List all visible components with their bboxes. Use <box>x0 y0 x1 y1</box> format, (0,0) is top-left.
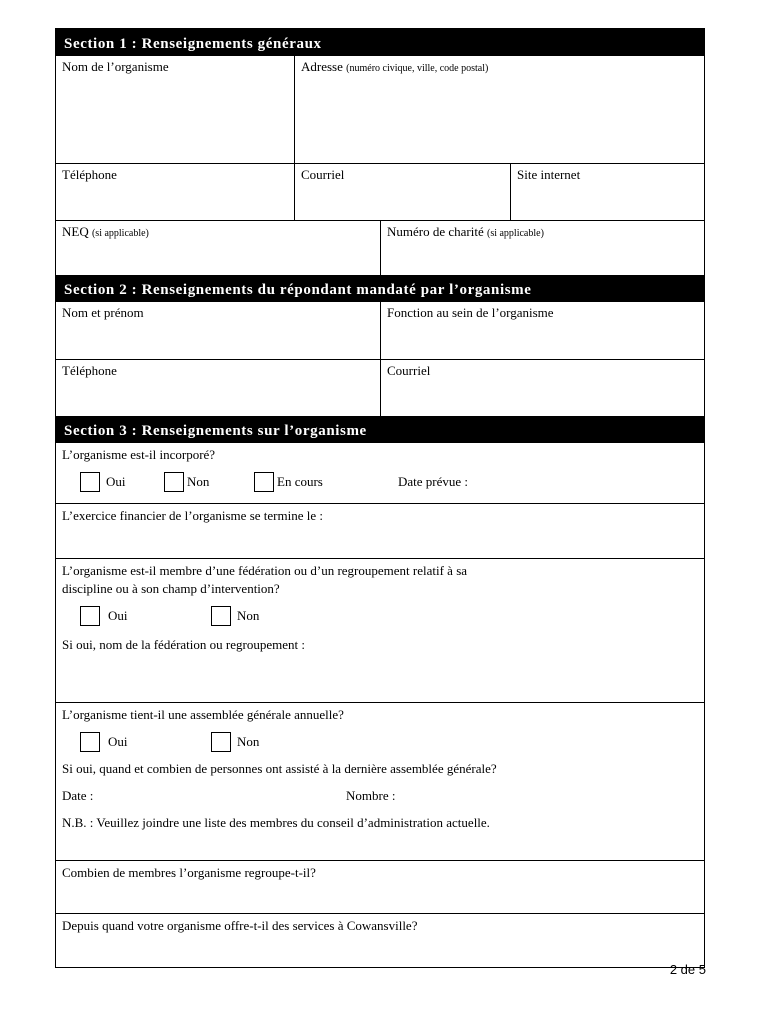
section-1-row-1 <box>56 56 704 163</box>
email-field[interactable] <box>294 164 510 220</box>
checkbox-federation-no[interactable] <box>211 606 231 626</box>
checkbox-incorporated-no[interactable] <box>164 472 184 492</box>
incorporated-question-block <box>56 443 704 503</box>
section-2-row-2 <box>56 359 704 416</box>
respondent-role-field[interactable] <box>380 302 704 359</box>
federation-yes-option[interactable] <box>80 606 211 626</box>
checkbox-federation-yes[interactable] <box>80 606 100 626</box>
members-count-block[interactable] <box>56 860 704 913</box>
federation-question-line-1: L’organisme est-il membre d’une fédération ou d’un regroupement relatif à sa <box>62 563 468 578</box>
respondent-phone-label: Téléphone <box>62 363 117 378</box>
checkbox-general-assembly-yes[interactable] <box>80 732 100 752</box>
planned-date-label[interactable]: Date prévue : <box>398 474 469 489</box>
services-since-block[interactable] <box>56 913 704 967</box>
fiscal-year-block[interactable] <box>56 503 704 558</box>
federation-options <box>62 606 698 626</box>
section-3-header: Section 3 : Renseignements sur l’organisme <box>56 416 704 443</box>
address-label: Adresse <box>301 59 343 74</box>
federation-no-label: Non <box>237 608 260 623</box>
checkbox-incorporated-yes[interactable] <box>80 472 100 492</box>
general-assembly-options <box>62 732 698 752</box>
respondent-email-label: Courriel <box>387 363 431 378</box>
website-label: Site internet <box>517 167 581 182</box>
incorporated-in-progress-option[interactable] <box>254 472 398 492</box>
services-since-question: Depuis quand votre organisme offre-t-il des services à Cowansville? <box>62 918 418 933</box>
board-list-note: N.B. : Veuillez joindre une liste des membres du conseil d’administration actuelle. <box>62 815 490 830</box>
checkbox-general-assembly-no[interactable] <box>211 732 231 752</box>
website-field[interactable] <box>510 164 704 220</box>
checkbox-incorporated-in-progress[interactable] <box>254 472 274 492</box>
respondent-phone-field[interactable] <box>56 360 380 416</box>
respondent-email-field[interactable] <box>380 360 704 416</box>
section-1-row-2 <box>56 163 704 220</box>
charity-number-field[interactable] <box>380 221 704 275</box>
general-assembly-no-option[interactable] <box>211 732 259 752</box>
federation-name-label[interactable]: Si oui, nom de la fédération ou regroupement : <box>62 637 305 652</box>
charity-number-label: Numéro de charité <box>387 224 484 239</box>
general-assembly-block <box>56 702 704 860</box>
charity-number-hint: (si applicable) <box>486 228 544 239</box>
respondent-name-field[interactable] <box>56 302 380 359</box>
incorporated-yes-option[interactable] <box>80 472 164 492</box>
general-assembly-question: L’organisme tient-il une assemblée générale annuelle? <box>62 707 344 722</box>
org-name-label: Nom de l’organisme <box>62 59 169 74</box>
federation-block <box>56 558 704 702</box>
address-field[interactable] <box>294 56 704 163</box>
org-name-field[interactable] <box>56 56 294 163</box>
assembly-count-label[interactable]: Nombre : <box>346 788 396 803</box>
neq-label: NEQ <box>62 224 89 239</box>
section-1-row-3 <box>56 220 704 275</box>
federation-question-line-2: discipline ou à son champ d’intervention? <box>62 581 280 596</box>
email-label: Courriel <box>301 167 345 182</box>
federation-yes-label: Oui <box>108 608 128 623</box>
federation-no-option[interactable] <box>211 606 259 626</box>
section-2-row-1 <box>56 302 704 359</box>
page-number: 2 de 5 <box>669 962 706 977</box>
neq-field[interactable] <box>56 221 380 275</box>
general-assembly-yes-label: Oui <box>108 734 128 749</box>
assembly-date-count-row <box>62 787 698 805</box>
assembly-date-label[interactable]: Date : <box>62 788 94 803</box>
phone-label: Téléphone <box>62 167 117 182</box>
section-1-header: Section 1 : Renseignements généraux <box>56 29 704 56</box>
incorporated-question-text: L’organisme est-il incorporé? <box>62 447 216 462</box>
general-assembly-yes-option[interactable] <box>80 732 211 752</box>
general-assembly-no-label: Non <box>237 734 260 749</box>
incorporated-options <box>62 472 698 492</box>
incorporated-no-option[interactable] <box>164 472 254 492</box>
incorporated-in-progress-label: En cours <box>277 474 323 489</box>
respondent-role-label: Fonction au sein de l’organisme <box>387 305 554 320</box>
incorporated-yes-label: Oui <box>106 474 126 489</box>
phone-field[interactable] <box>56 164 294 220</box>
members-count-question: Combien de membres l’organisme regroupe-t-il? <box>62 865 316 880</box>
respondent-name-label: Nom et prénom <box>62 305 144 320</box>
incorporated-no-label: Non <box>187 474 210 489</box>
application-form <box>55 28 705 968</box>
section-2-header: Section 2 : Renseignements du répondant mandaté par l’organisme <box>56 275 704 302</box>
fiscal-year-question: L’exercice financier de l’organisme se termine le : <box>62 508 323 523</box>
last-assembly-question: Si oui, quand et combien de personnes ont assisté à la dernière assemblée générale? <box>62 761 497 776</box>
address-hint: (numéro civique, ville, code postal) <box>346 63 489 74</box>
neq-hint: (si applicable) <box>91 228 149 239</box>
